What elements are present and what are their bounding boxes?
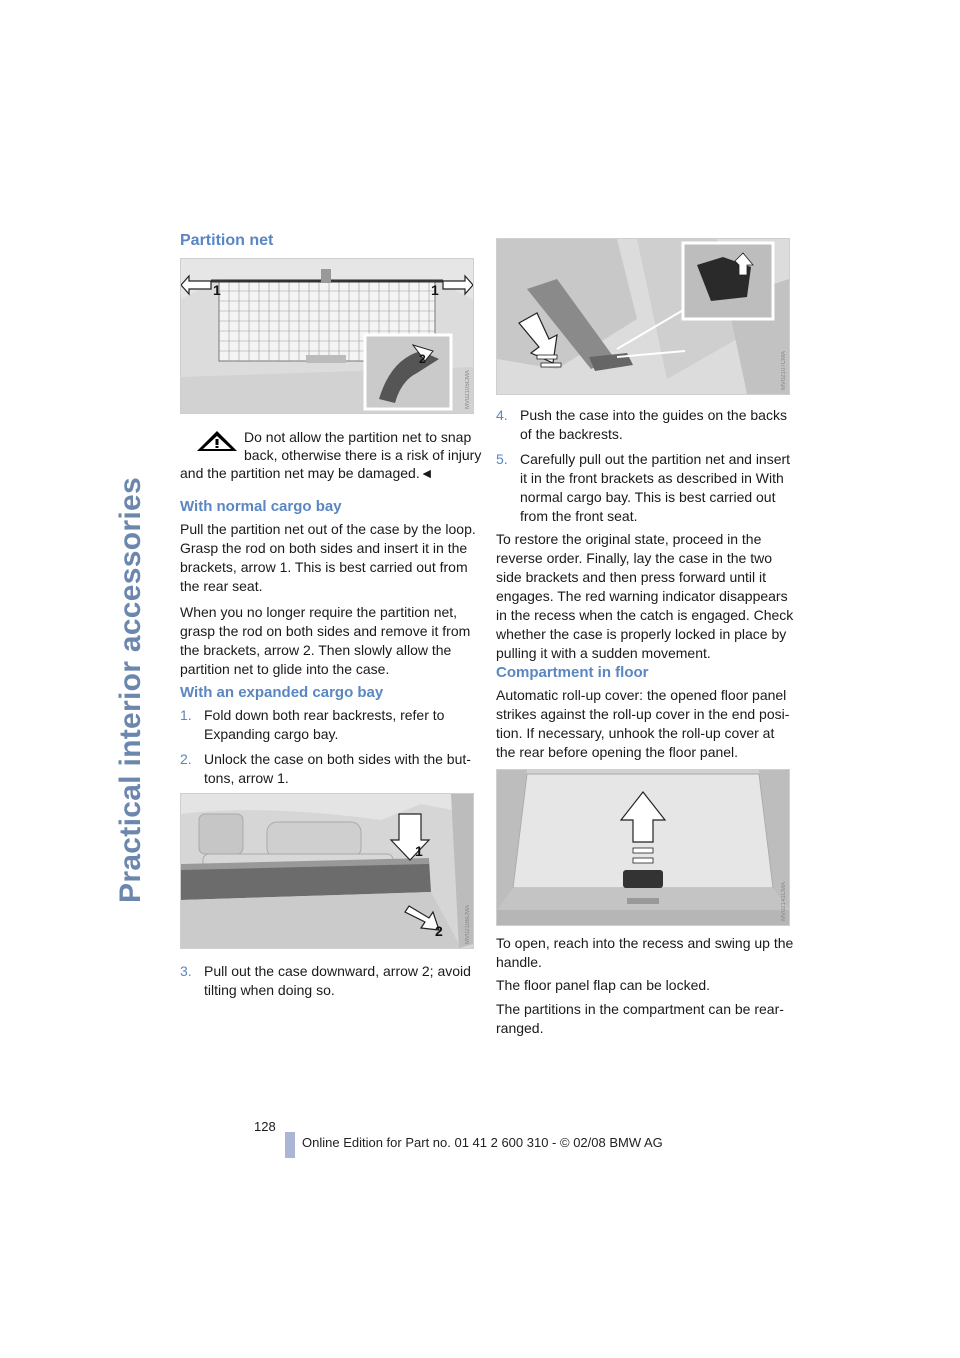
footer-accent-bar (285, 1132, 295, 1158)
step-text (520, 450, 796, 526)
figure-case-guides (496, 238, 790, 395)
text-line: handle. (496, 954, 542, 970)
figure-id: MV02106CMA (465, 904, 471, 944)
paragraph-compartment-2 (496, 934, 796, 972)
svg-text:1: 1 (431, 282, 439, 298)
step-number: 5. (496, 451, 508, 467)
paragraph-normal-cargo-1 (180, 520, 480, 596)
text-line: tons, arrow 1. (204, 770, 289, 786)
step-1 (180, 706, 480, 744)
text-line: tilting when doing so. (204, 982, 335, 998)
text-line: the brackets, arrow 2. Then slowly allow the (180, 642, 452, 658)
step-text (204, 706, 480, 744)
heading-expanded-cargo-bay: With an expanded cargo bay (180, 684, 384, 701)
chapter-title-text: Practical interior accessories (114, 477, 148, 903)
chapter-side-title (100, 190, 162, 1190)
text-line: strikes against the roll-up cover in the end posi- (496, 706, 790, 722)
text-line: engages. The red warning indicator disappears (496, 588, 788, 604)
text-line: Push the case into the guides on the backs (520, 407, 787, 423)
warning-triangle-icon (196, 430, 238, 452)
step-number: 1. (180, 707, 192, 723)
text-line: the rear before opening the floor panel. (496, 744, 739, 760)
step-2 (180, 750, 480, 788)
text-line: partition net to glide into the case. (180, 661, 390, 677)
footer-edition-text: Online Edition for Part no. 01 41 2 600 310 - © 02/08 BMW AG (302, 1135, 663, 1150)
svg-text:1: 1 (213, 282, 221, 298)
text-line: in the recess when the catch is engaged. Check (496, 607, 794, 623)
figure-partition-net (180, 258, 474, 414)
text-line: side brackets and then press forward until it (496, 569, 767, 585)
paragraph-normal-cargo-2 (180, 603, 480, 679)
text-line: Fold down both rear backrests, refer to (204, 707, 445, 723)
text-line: Pull out the case downward, arrow 2; avoid (204, 963, 471, 979)
svg-text:2: 2 (435, 923, 443, 939)
text-line: the rear seat. (180, 578, 263, 594)
paragraph-compartment-4 (496, 1000, 796, 1038)
heading-partition-net: Partition net (180, 232, 274, 249)
figure-case-unlock (180, 793, 474, 949)
text-line: Automatic roll-up cover: the opened floor panel (496, 687, 787, 703)
text-line: To open, reach into the recess and swing up the (496, 935, 794, 951)
text-line: brackets, arrow 1. This is best carried out from (180, 559, 468, 575)
text-line: from the front seat. (520, 508, 638, 524)
step-number: 3. (180, 963, 192, 979)
text-line: When you no longer require the partition net, (180, 604, 458, 620)
paragraph-compartment-1 (496, 686, 796, 762)
figure-id: MV02107CMA (781, 350, 787, 390)
text-line: The partitions in the compartment can be rear- (496, 1001, 784, 1017)
step-text (520, 406, 796, 444)
warning-line-3: and the partition net may be damaged.◄ (180, 465, 434, 481)
text-line: whether the case is properly locked in place by (496, 626, 787, 642)
step-text (204, 962, 480, 1000)
warning-line-1: Do not allow the partition net to snap (244, 429, 472, 445)
text-line: normal cargo bay. This is best carried out (520, 489, 776, 505)
text-line: Unlock the case on both sides with the but- (204, 751, 471, 767)
paragraph-compartment-3: The floor panel flap can be locked. (496, 977, 711, 993)
text-line: tion. If necessary, unhook the roll-up cover at (496, 725, 775, 741)
step-5 (496, 450, 796, 526)
text-line: of the backrests. (520, 426, 623, 442)
step-4 (496, 406, 796, 444)
text-line: pulling it with a sudden movement. (496, 645, 711, 661)
heading-compartment-floor: Compartment in floor (496, 664, 649, 681)
heading-normal-cargo-bay: With normal cargo bay (180, 498, 342, 515)
text-line: Grasp the rod on both sides and insert it in the (180, 540, 468, 556)
page-number: 128 (254, 1119, 276, 1134)
text-line: Expanding cargo bay. (204, 726, 339, 742)
text-line: To restore the original state, proceed in the (496, 531, 762, 547)
figure-id: MV02105CMA (465, 369, 471, 409)
step-3 (180, 962, 480, 1000)
step-text (204, 750, 480, 788)
text-line: Pull the partition net out of the case by the loop. (180, 521, 476, 537)
text-line: ranged. (496, 1020, 544, 1036)
text-line: Carefully pull out the partition net and insert (520, 451, 791, 467)
svg-text:2: 2 (419, 352, 426, 366)
step-number: 2. (180, 751, 192, 767)
figure-floor-compartment (496, 769, 790, 926)
figure-id: MV02141CMA (781, 881, 787, 921)
text-line: grasp the rod on both sides and remove it from (180, 623, 471, 639)
warning-line-2: back, otherwise there is a risk of injury (244, 447, 482, 463)
text-line: reverse order. Finally, lay the case in the two (496, 550, 772, 566)
svg-text:1: 1 (415, 843, 423, 859)
paragraph-restore (496, 530, 796, 663)
step-number: 4. (496, 407, 508, 423)
text-line: it in the front brackets as described in With (520, 470, 784, 486)
